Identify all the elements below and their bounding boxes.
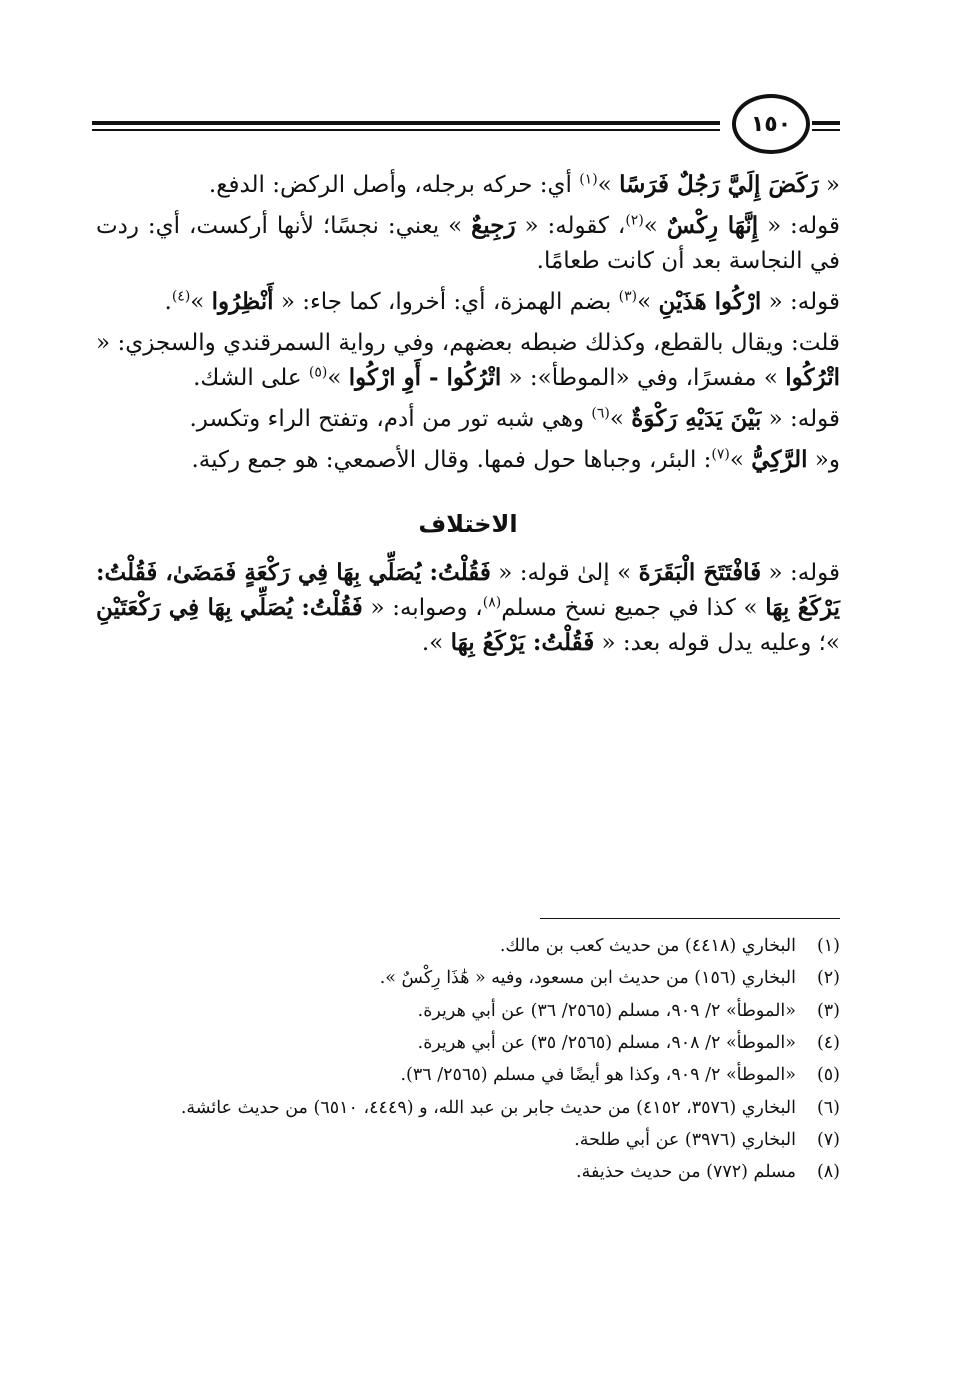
text: » <box>643 212 667 239</box>
text: أي: حركه برجله، وأصل الركض: الدفع. <box>208 172 580 198</box>
text: » يعني: نجسًا؛ لأنها أركست، أي: ردت في النجاسة بعد أن كانت طعامًا. <box>96 212 840 274</box>
text: على الشك. <box>193 364 309 391</box>
footnote-number: (٤) <box>816 1033 840 1054</box>
hadith-quote: فَقُلْتُ: يَرْكَعُ بِهَا <box>450 629 595 656</box>
footnote-ref: (٣) <box>618 288 638 305</box>
hadith-quote: بَيْنَ يَدَيْهِ رَكْوَةٌ <box>631 404 762 432</box>
footnote-text: البخاري (١٥٦) من حديث ابن مسعود، وفيه « هَٰذَا رِكْسٌ ». <box>379 968 796 989</box>
text: ، كقوله: « <box>515 212 626 239</box>
paragraph <box>96 285 840 320</box>
footnote-ref: (٨) <box>482 594 502 611</box>
text: « <box>818 172 840 198</box>
text: قوله: « <box>761 288 840 315</box>
paragraph <box>96 556 840 661</box>
page-number: ١٥٠ <box>732 94 810 154</box>
footnote-text: «الموطأ» ٢/ ٩٠٩، وكذا هو أيضًا في مسلم (٢٥٦٥/ ٣٦). <box>400 1065 796 1086</box>
footnote-number: (٥) <box>816 1065 840 1086</box>
hadith-quote: فَافْتَتَحَ الْبَقَرَةَ <box>638 559 762 587</box>
footnote-text: مسلم (٧٧٢) من حديث حذيفة. <box>576 1162 796 1183</box>
footnote-separator <box>540 918 840 919</box>
hadith-quote: الرَّكِيُّ <box>751 445 808 473</box>
text: » كذا في جميع نسخ مسلم <box>501 595 766 622</box>
footnote-number: (١) <box>816 936 840 956</box>
footnote <box>96 1126 840 1154</box>
text: . <box>164 288 172 315</box>
footnote-ref: (١) <box>579 171 598 188</box>
hadith-quote: رَجِيعٌ <box>471 211 516 239</box>
hadith-quote: فَقُلْتُ: يُصَلِّي بِهَا فِي رَكْعَةٍ فَمَضَىٰ، فَقُلْتُ: يَرْكَعُ بِهَا <box>96 559 840 622</box>
footnote <box>96 1061 840 1089</box>
footnotes <box>96 932 840 1191</box>
footnote-text: البخاري (٤٤١٨) من حديث كعب بن مالك. <box>499 936 796 956</box>
footnote-ref: (٢) <box>625 212 644 229</box>
footnote-ref: (٧) <box>711 446 730 463</box>
paragraph <box>96 402 840 437</box>
hadith-quote: اتْرُكُوا <box>785 363 840 391</box>
footnote-ref: (٤) <box>171 288 191 305</box>
paragraph <box>96 209 840 279</box>
footnote-text: «الموطأ» ٢/ ٩٠٨، مسلم (٢٥٦٥/ ٣٥) عن أبي هريرة. <box>417 1033 796 1054</box>
paragraph <box>96 326 840 396</box>
text: ، وصوابه: « <box>362 595 483 622</box>
paragraph <box>96 443 840 478</box>
hadith-quote: أَنْظِرُوا <box>211 287 274 315</box>
footnote-number: (٢) <box>816 968 840 989</box>
footnote <box>96 1094 840 1122</box>
hadith-quote: اتْرُكُوا - أَوِ ارْكُوا <box>348 363 502 391</box>
text: »؛ وعليه يدل قوله بعد: « <box>594 630 840 656</box>
main-text <box>96 168 840 667</box>
header-rule-thin <box>92 129 720 131</box>
footnote-number: (٦) <box>816 1097 840 1118</box>
footnote-ref: (٦) <box>591 405 610 422</box>
header-rule-right-thin <box>812 129 840 131</box>
footnote <box>96 997 840 1025</box>
footnote <box>96 964 840 992</box>
text: » <box>637 288 659 315</box>
section-title: الاختلاف <box>418 509 518 538</box>
footnote-text: البخاري (٣٥٧٦، ٤١٥٢) من حديث جابر بن عبد الله، و (٤٤٤٩، ٦٥١٠) من حديث عائشة. <box>180 1097 796 1118</box>
text: » <box>597 172 620 198</box>
header-rule <box>92 121 720 125</box>
hadith-quote: ارْكُوا هَذَيْنِ <box>658 287 762 315</box>
text: » <box>327 364 349 391</box>
hadith-quote: إِنَّهَا رِكْسٌ <box>666 211 759 239</box>
text: » <box>190 288 212 315</box>
hadith-quote: رَكَضَ إِلَيَّ رَجُلٌ فَرَسًا <box>619 171 819 198</box>
text: » <box>609 405 632 432</box>
hadith-quote: فَقُلْتُ: يُصَلِّي بِهَا فِي رَكْعَتَيْنِ <box>96 594 363 622</box>
text: » مفسرًا، وفي «الموطأ»: « <box>501 364 786 391</box>
text: : البئر، وجباها حول فمها. وقال الأصمعي: هو جمع ركية. <box>191 446 712 473</box>
text: قلت: ويقال بالقطع، وكذلك ضبطه بعضهم، وفي رواية السمرقندي والسجزي: « <box>96 329 840 356</box>
page-header <box>92 92 840 162</box>
text: وهي شبه تور من أدم، وتفتح الراء وتكسر. <box>189 405 592 432</box>
footnote <box>96 1029 840 1057</box>
text: » <box>729 446 752 473</box>
footnote <box>96 1158 840 1186</box>
text: قوله: « <box>761 405 840 432</box>
footnote-number: (٧) <box>816 1130 840 1151</box>
text: بضم الهمزة، أي: أخروا، كما جاء: « <box>273 288 619 315</box>
footnote-text: البخاري (٣٩٧٦) عن أبي طلحة. <box>574 1130 796 1151</box>
text: قوله: « <box>758 212 841 239</box>
header-rule-right <box>812 121 840 125</box>
text: و« <box>807 446 840 473</box>
footnote-number: (٣) <box>816 1000 840 1021</box>
footnote-text: «الموطأ» ٢/ ٩٠٩، مسلم (٢٥٦٥/ ٣٦) عن أبي هريرة. <box>417 1000 796 1021</box>
footnote-number: (٨) <box>816 1162 840 1183</box>
paragraph <box>96 168 840 203</box>
footnote <box>96 932 840 960</box>
text: » إلىٰ قوله: « <box>490 560 639 587</box>
text: قوله: « <box>761 560 840 587</box>
text: ». <box>421 630 451 656</box>
footnote-ref: (٥) <box>308 364 328 381</box>
